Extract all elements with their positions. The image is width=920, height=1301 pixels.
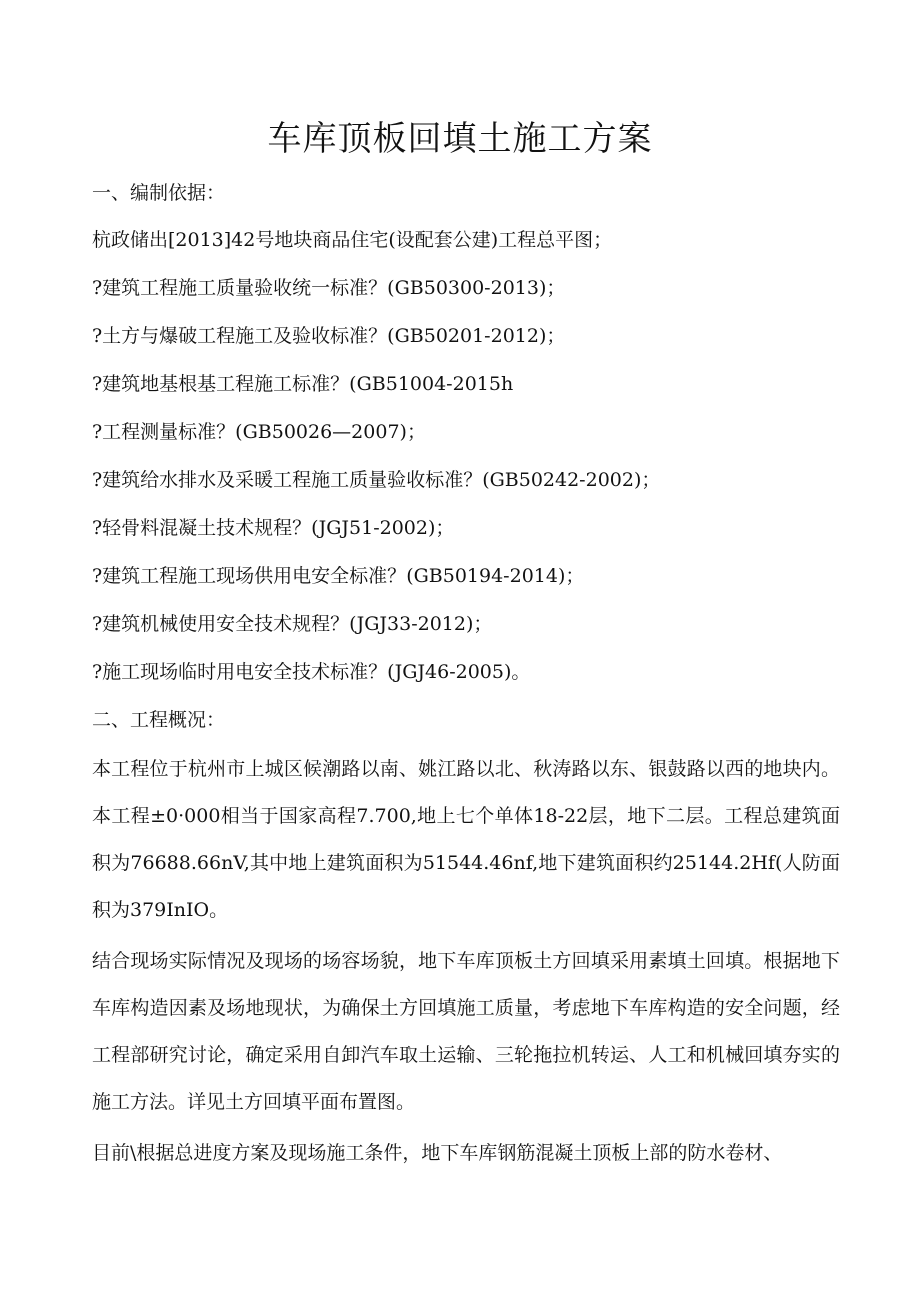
- basis-item: ?建筑工程施工现场供用电安全标准？(GB50194-2014)；: [92, 565, 585, 587]
- basis-item: 杭政储出[2013]42号地块商品住宅(设配套公建)工程总平图；: [92, 229, 613, 251]
- basis-item: ?施工现场临时用电安全技术标准？(JGJ46-2005)。: [92, 661, 531, 683]
- section-heading-overview: 二、工程概况：: [92, 709, 226, 731]
- basis-item: ?建筑工程施工质量验收统一标准？(GB50300-2013)；: [92, 277, 566, 299]
- document-title: 车库顶板回填土施工方案: [267, 119, 653, 159]
- overview-paragraph: 结合现场实际情况及现场的场容场貌，地下车库顶板土方回填采用素填土回填。根据地下车库构造因素及场地现状，为确保土方回填施工质量，考虑地下车库构造的安全问题，经工程部研究讨论，确定采用自卸汽车取土运输、三轮拖拉机转运、人工和机械回填夯实的施工方法。详见土方回填平面布置图。: [92, 950, 840, 1113]
- basis-item: ?轻骨料混凝土技术规程？(JGJ51-2002)；: [92, 517, 455, 539]
- basis-item: ?建筑给水排水及采暖工程施工质量验收标准？(GB50242-2002)；: [92, 469, 661, 491]
- basis-item: ?建筑机械使用安全技术规程？(JGJ33-2012)；: [92, 613, 493, 635]
- overview-paragraph: 本工程位于杭州市上城区候潮路以南、姚江路以北、秋涛路以东、银鼓路以西的地块内。本工程±0·000相当于国家高程7.700,地上七个单体18-22层，地下二层。工程总建筑面积为76688.66nV,其中地上建筑面积为51544.46nf,地下建筑面积约25144.2Hf(人防面积为379InIO。: [92, 758, 840, 921]
- basis-item: ?土方与爆破工程施工及验收标准？(GB50201-2012)；: [92, 325, 566, 347]
- overview-paragraph: 目前\根据总进度方案及现场施工条件，地下车库钢筋混凝土顶板上部的防水卷材、: [92, 1142, 783, 1164]
- basis-item: ?建筑地基根基工程施工标准？(GB51004-2015h: [92, 373, 514, 395]
- section-heading-basis: 一、编制依据：: [92, 182, 226, 204]
- basis-item: ?工程测量标准？(GB50026—2007)；: [92, 421, 426, 443]
